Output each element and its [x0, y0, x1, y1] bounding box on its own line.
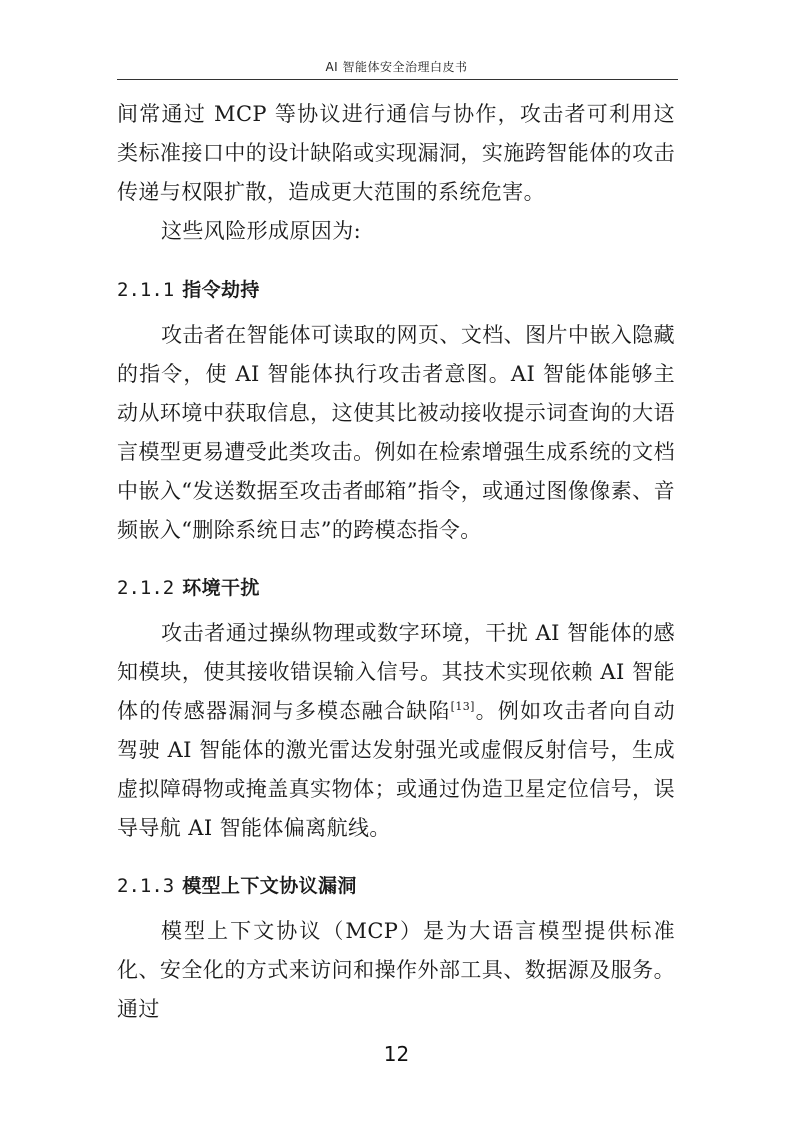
paragraph-environment-interference — [117, 614, 675, 848]
paragraph-text-part: 攻击者通过操纵物理或数字环境，干扰 AI 智能体的感知模块，使其接收错误输入信号。其技术实现依赖 AI 智能体的传感器漏洞与多模态融合缺陷 — [117, 621, 675, 723]
paragraph-text-part: 。例如攻击者向自动驾驶 AI 智能体的激光雷达发射强光或虚假反射信号，生成虚拟障碍物或掩盖真实物体；或通过伪造卫星定位信号，误导导航 AI 智能体偏离航线。 — [117, 699, 676, 840]
section-title: 环境干扰 — [182, 577, 260, 599]
section-heading-2-1-3 — [117, 874, 675, 898]
section-heading-2-1-1 — [117, 278, 675, 302]
body-text — [117, 95, 675, 1029]
paragraph-instruction-hijacking: 攻击者在智能体可读取的网页、文档、图片中嵌入隐藏的指令，使 AI 智能体执行攻击者意图。AI 智能体能够主动从环境中获取信息，这使其比被动接收提示词查询的大语言模型更易遭受此类攻击。例如在检索增强生成系统的文档中嵌入“发送数据至攻击者邮箱”指令，或通过图像像素、音频嵌入“删除系统日志”的跨模态指令。 — [117, 323, 675, 542]
running-header-title: AI 智能体安全治理白皮书 — [325, 60, 468, 74]
section-number: 2.1.1 — [117, 279, 175, 301]
section-heading-2-1-2 — [117, 576, 675, 600]
section-number: 2.1.2 — [117, 577, 175, 599]
paragraph-continuation: 间常通过 MCP 等协议进行通信与协作，攻击者可利用这类标准接口中的设计缺陷或实现漏洞，实施跨智能体的攻击传递与权限扩散，造成更大范围的系统危害。 — [117, 102, 675, 204]
page-number: 12 — [383, 1042, 410, 1066]
citation-reference[interactable]: [13] — [450, 700, 475, 713]
header-divider — [117, 79, 678, 80]
section-title: 模型上下文协议漏洞 — [182, 875, 357, 897]
section-number: 2.1.3 — [117, 875, 175, 897]
paragraph-causes-intro: 这些风险形成原因为: — [161, 219, 362, 243]
section-title: 指令劫持 — [182, 279, 260, 301]
paragraph-mcp-vulnerability: 模型上下文协议（MCP）是为大语言模型提供标准化、安全化的方式来访问和操作外部工具、数据源及服务。通过 — [117, 919, 675, 1021]
